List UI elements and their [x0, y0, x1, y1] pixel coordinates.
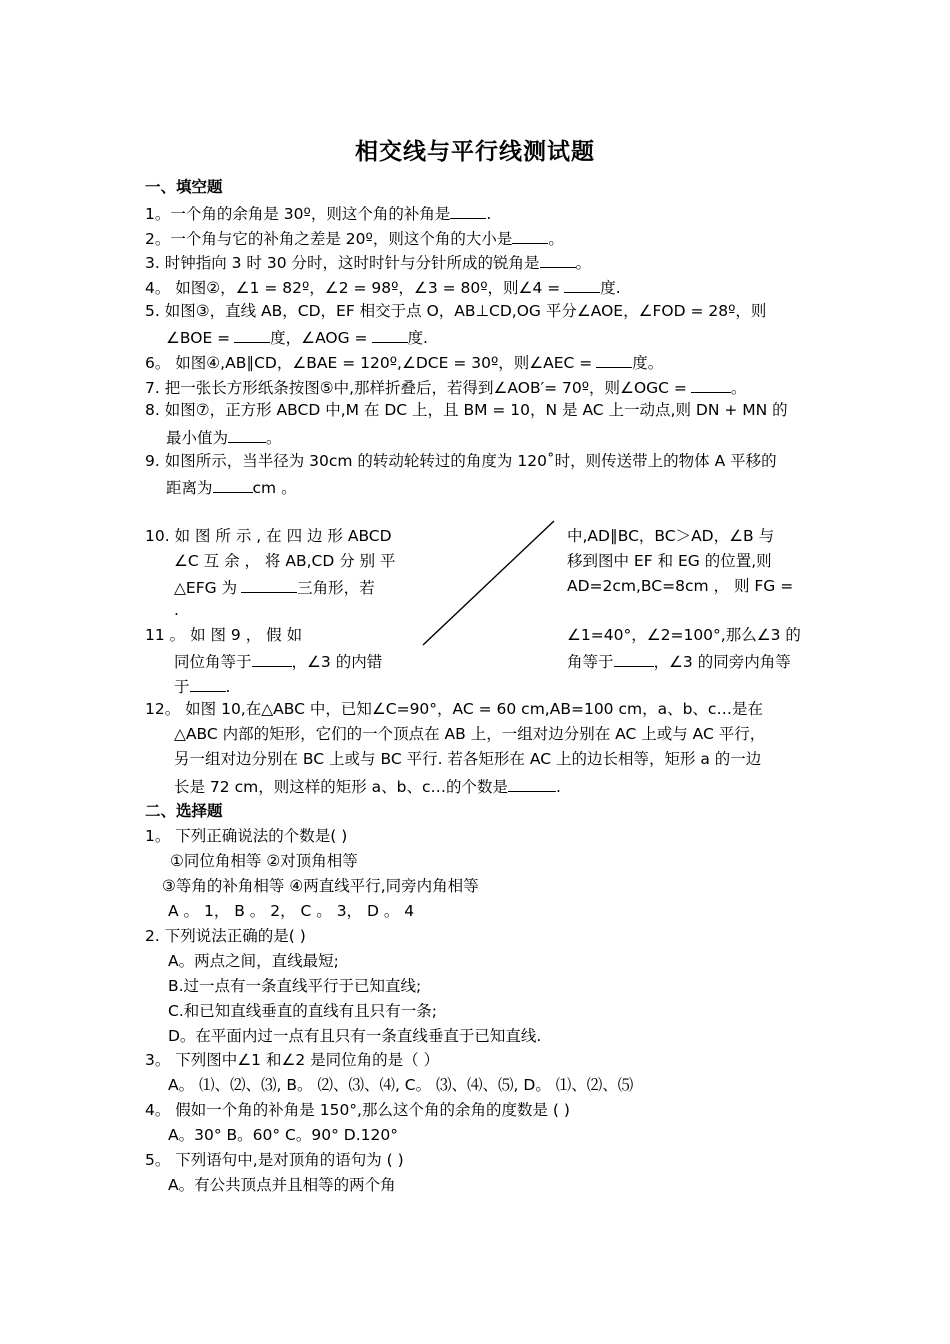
q10-right-line3: AD=2cm,BC=8cm ， 则 FG =: [567, 577, 794, 595]
fill-q2-end: 。: [548, 230, 564, 248]
answer-blank: [614, 650, 654, 667]
answer-blank: [372, 326, 408, 343]
q10-left-end: 三角形，若: [297, 579, 375, 597]
q12-end: .: [556, 778, 561, 796]
fill-q4: [145, 276, 621, 298]
fill-q5: 5. 如图③，直线 AB，CD，EF 相交于点 O，AB⊥CD,OG 平分∠AOE，∠FOD = 28º，则: [145, 302, 767, 320]
fill-q9-cont: [166, 476, 297, 498]
fill-q2: [145, 227, 564, 249]
fill-q8-cont: [166, 426, 282, 448]
choice-q2: 2. 下列说法正确的是( ): [145, 927, 306, 945]
choice-q4: 4。 假如一个角的补角是 150°,那么这个角的余角的度数是 ( ): [145, 1101, 570, 1119]
fill-q8: 8. 如图⑦，正方形 ABCD 中,M 在 DC 上，且 BM = 10，N 是 AC 上一动点,则 DN + MN 的: [145, 401, 788, 419]
answer-blank: [241, 576, 297, 593]
fill-q3: [145, 251, 591, 273]
fill-q5-part2: 度，∠AOG =: [270, 329, 368, 347]
q10-left-line3: [174, 576, 375, 598]
choice-q1: 1。 下列正确说法的个数是( ): [145, 827, 348, 845]
fill-q8-end: 。: [266, 429, 282, 447]
q11-left-end: ，∠3 的内错: [291, 653, 383, 671]
fill-q9: 9. 如图所示，当半径为 30cm 的转动轮转过的角度为 120˚时，则传送带上的物体 A 平移的: [145, 452, 777, 470]
fill-q4-text: 4。 如图②，∠1 = 82º，∠2 = 98º，∠3 = 80º，则∠4 =: [145, 279, 561, 297]
q11-left-line1: 11 。 如 图 9 ， 假 如: [145, 626, 303, 644]
answer-blank: [596, 351, 632, 368]
q11-left-line3: [174, 675, 230, 697]
answer-blank: [213, 476, 253, 493]
section-heading-fill: 一、填空题: [145, 178, 223, 196]
choice-q2-b: B.过一点有一条直线平行于已知直线;: [168, 977, 422, 995]
fill-q3-end: 。: [575, 254, 592, 272]
q11-right-line2: [567, 650, 791, 672]
fill-q7-end: 。: [730, 379, 747, 397]
choice-q1-options-a: ①同位角相等 ②对顶角相等: [170, 852, 358, 870]
q12-line1: 12。 如图 10,在△ABC 中，已知∠C=90°，AC = 60 cm,AB=100 cm，a、b、c…是在: [145, 700, 763, 718]
q11-right-text: 角等于: [567, 653, 614, 671]
q10-right-line1: 中,AD∥BC，BC＞AD，∠B 与: [567, 527, 775, 545]
fill-q6: [145, 351, 663, 373]
fill-q1-end: .: [486, 205, 492, 223]
answer-blank: [512, 227, 548, 244]
choice-q2-d: D。在平面内过一点有且只有一条直线垂直于已知直线.: [168, 1027, 542, 1045]
answer-blank: [228, 426, 266, 443]
fill-q4-end: 度.: [600, 279, 621, 297]
q12-line4: [174, 775, 561, 797]
answer-blank: [508, 775, 556, 792]
fill-q9-text: 距离为: [166, 479, 213, 497]
fill-q8-text: 最小值为: [166, 429, 229, 447]
page-title: 相交线与平行线测试题: [355, 139, 595, 165]
choice-q4-answers: A。30° B。60° C。90° D.120°: [168, 1126, 398, 1144]
q11-right-end: ，∠3 的同旁内角等: [653, 653, 791, 671]
q10-left-line1: 10. 如 图 所 示 , 在 四 边 形 ABCD: [145, 527, 392, 545]
q12-text: 长是 72 cm，则这样的矩形 a、b、c…的个数是: [174, 778, 508, 796]
q10-left-text: △EFG 为: [174, 579, 238, 597]
fill-q5-cont: [166, 326, 428, 348]
q11-left-line2: [174, 650, 382, 672]
answer-blank: [234, 326, 270, 343]
q11-right-line1: ∠1=40°，∠2=100°,那么∠3 的: [567, 626, 801, 644]
choice-q2-a: A。两点之间，直线最短;: [168, 952, 339, 970]
fill-q7-text: 7. 把一张长方形纸条按图⑤中,那样折叠后，若得到∠AOB′= 70º，则∠OGC =: [145, 379, 687, 397]
q11-left-text2: 于: [174, 678, 190, 696]
choice-q5-a: A。有公共顶点并且相等的两个角: [168, 1176, 396, 1194]
diagonal-line: [420, 518, 556, 648]
fill-q5-part1: ∠BOE =: [166, 329, 231, 347]
q11-left-end2: .: [225, 678, 231, 696]
answer-blank: [190, 675, 226, 692]
answer-blank: [564, 276, 600, 293]
fill-q1: [145, 202, 491, 224]
q11-left-text: 同位角等于: [174, 653, 252, 671]
fill-q9-end: cm 。: [252, 479, 297, 497]
choice-q5: 5。 下列语句中,是对顶角的语句为 ( ): [145, 1151, 404, 1169]
q10-right-line2: 移到图中 EF 和 EG 的位置,则: [567, 552, 772, 570]
q10-left-line2: ∠C 互 余 ， 将 AB,CD 分 别 平: [174, 552, 396, 570]
fill-q1-text: 1。一个角的余角是 30º，则这个角的补角是: [145, 205, 451, 223]
fill-q5-part3: 度.: [407, 329, 428, 347]
choice-q3: 3。 下列图中∠1 和∠2 是同位角的是（ ）: [145, 1051, 440, 1069]
answer-blank: [450, 202, 486, 219]
fill-q6-end: 度。: [632, 354, 664, 372]
choice-q1-answers: A 。 1， B 。 2， C 。 3， D 。 4: [168, 902, 415, 920]
choice-q1-options-b: ③等角的补角相等 ④两直线平行,同旁内角相等: [162, 877, 479, 895]
answer-blank: [691, 376, 731, 393]
q10-left-line4: .: [174, 601, 179, 619]
section-heading-choice: 二、选择题: [145, 802, 223, 820]
fill-q7: [145, 376, 746, 398]
q12-line2: △ABC 内部的矩形，它们的一个顶点在 AB 上，一组对边分别在 AC 上或与 AC 平行，: [174, 725, 766, 743]
choice-q2-c: C.和已知直线垂直的直线有且只有一条;: [168, 1002, 437, 1020]
answer-blank: [252, 650, 292, 667]
fill-q3-text: 3. 时钟指向 3 时 30 分时，这时时针与分针所成的锐角是: [145, 254, 540, 272]
q12-line3: 另一组对边分别在 BC 上或与 BC 平行. 若各矩形在 AC 上的边长相等，矩形 a 的一边: [174, 750, 762, 768]
answer-blank: [540, 251, 576, 268]
fill-q6-text: 6。 如图④,AB∥CD，∠BAE = 120º,∠DCE = 30º，则∠AEC =: [145, 354, 593, 372]
fill-q2-text: 2。一个角与它的补角之差是 20º，则这个角的大小是: [145, 230, 513, 248]
choice-q3-answers: A。 ⑴、⑵、⑶, B。 ⑵、⑶、⑷, C。 ⑶、⑷、⑸, D。 ⑴、⑵、⑸: [168, 1076, 634, 1094]
